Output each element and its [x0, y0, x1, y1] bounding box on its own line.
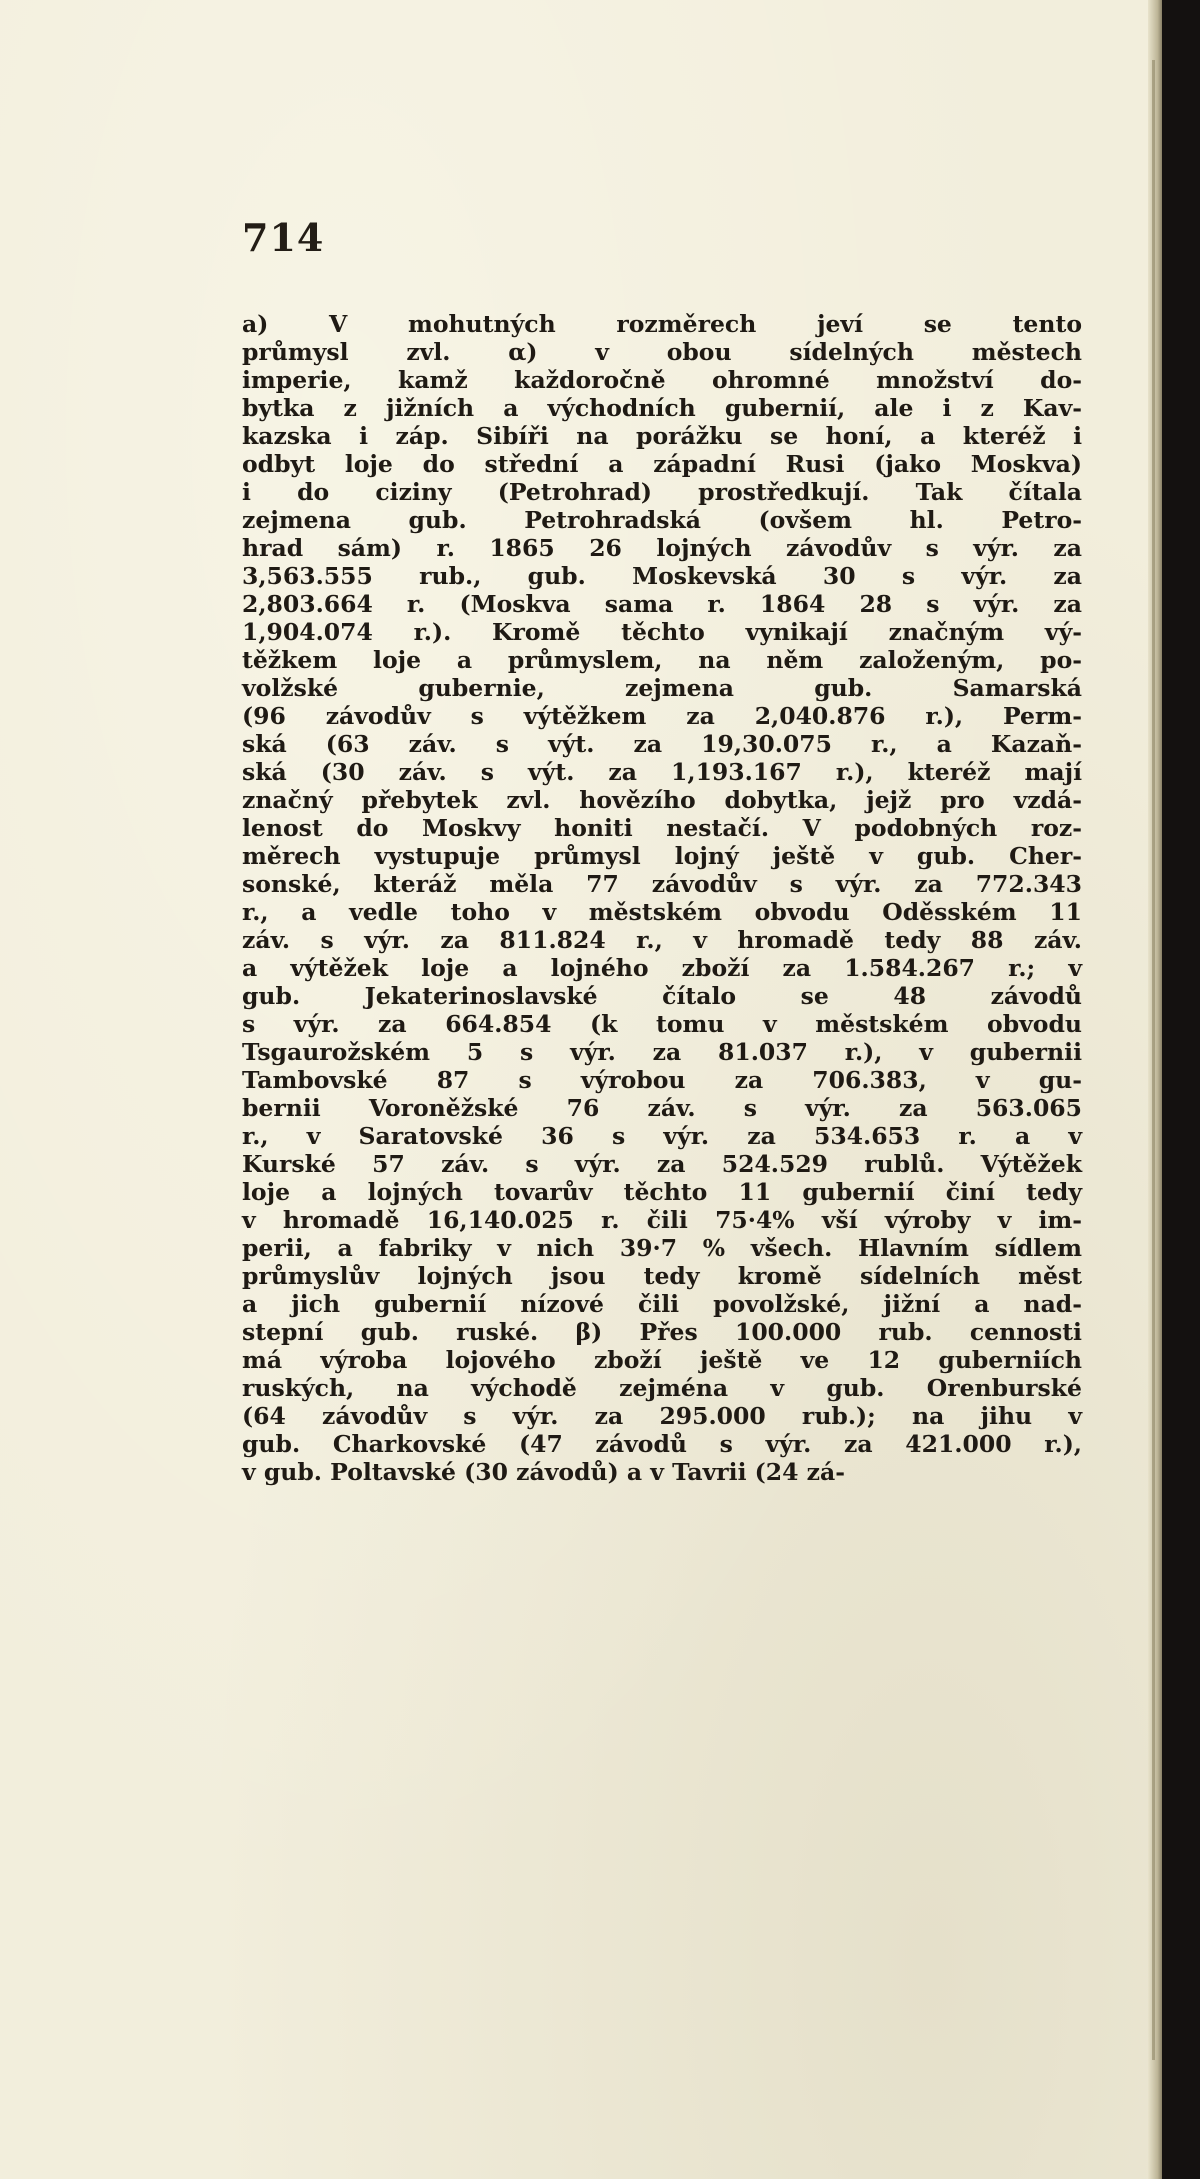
- text-line: bernii Voroněžské 76 záv. s výr. za 563.065: [242, 1094, 1082, 1122]
- text-line: 3,563.555 rub., gub. Moskevská 30 s výr. za: [242, 562, 1082, 590]
- text-line: i do ciziny (Petrohrad) prostředkují. Tak čítala: [242, 478, 1082, 506]
- text-line: v hromadě 16,140.025 r. čili 75·4% vší výroby v im-: [242, 1206, 1082, 1234]
- text-line: r., v Saratovské 36 s výr. za 534.653 r. a v: [242, 1122, 1082, 1150]
- text-line: značný přebytek zvl. hovězího dobytka, jejž pro vzdá-: [242, 786, 1082, 814]
- text-line: Kurské 57 záv. s výr. za 524.529 rublů. Výtěžek: [242, 1150, 1082, 1178]
- text-line: 2,803.664 r. (Moskva sama r. 1864 28 s výr. za: [242, 590, 1082, 618]
- text-line: Tsgaurožském 5 s výr. za 81.037 r.), v gubernii: [242, 1038, 1082, 1066]
- text-line: hrad sám) r. 1865 26 lojných závodův s výr. za: [242, 534, 1082, 562]
- text-line: gub. Jekaterinoslavské čítalo se 48 závodů: [242, 982, 1082, 1010]
- text-line: odbyt loje do střední a západní Rusi (jako Moskva): [242, 450, 1082, 478]
- text-line: a výtěžek loje a lojného zboží za 1.584.267 r.; v: [242, 954, 1082, 982]
- text-line: těžkem loje a průmyslem, na něm založeným, po-: [242, 646, 1082, 674]
- text-line: lenost do Moskvy honiti nestačí. V podobných roz-: [242, 814, 1082, 842]
- text-line: ruských, na východě zejména v gub. Orenburské: [242, 1374, 1082, 1402]
- text-line: bytka z jižních a východních gubernií, ale i z Kav-: [242, 394, 1082, 422]
- text-line: (64 závodův s výr. za 295.000 rub.); na jihu v: [242, 1402, 1082, 1430]
- page-edge-shadow: [1148, 0, 1162, 2179]
- text-line: a) V mohutných rozměrech jeví se tento: [242, 310, 1082, 338]
- text-line: stepní gub. ruské. β) Přes 100.000 rub. cennosti: [242, 1318, 1082, 1346]
- text-line: loje a lojných tovarův těchto 11 gubernií činí tedy: [242, 1178, 1082, 1206]
- text-line: r., a vedle toho v městském obvodu Oděsském 11: [242, 898, 1082, 926]
- text-line: 1,904.074 r.). Kromě těchto vynikají značným vý-: [242, 618, 1082, 646]
- text-line: průmysl zvl. α) v obou sídelných městech: [242, 338, 1082, 366]
- text-line: průmyslův lojných jsou tedy kromě sídelních měst: [242, 1262, 1082, 1290]
- text-line: záv. s výr. za 811.824 r., v hromadě tedy 88 záv.: [242, 926, 1082, 954]
- text-line: volžské gubernie, zejmena gub. Samarská: [242, 674, 1082, 702]
- text-line: kazska i záp. Sibíři na porážku se honí, a kteréž i: [242, 422, 1082, 450]
- body-text: [242, 310, 1082, 1486]
- text-line: měrech vystupuje průmysl lojný ještě v gub. Cher-: [242, 842, 1082, 870]
- text-line: ská (63 záv. s výt. za 19,30.075 r., a Kazaň-: [242, 730, 1082, 758]
- text-line: gub. Charkovské (47 závodů s výr. za 421.000 r.),: [242, 1430, 1082, 1458]
- text-line: Tambovské 87 s výrobou za 706.383, v gu-: [242, 1066, 1082, 1094]
- text-line: s výr. za 664.854 (k tomu v městském obvodu: [242, 1010, 1082, 1038]
- text-line: (96 závodův s výtěžkem za 2,040.876 r.), Perm-: [242, 702, 1082, 730]
- text-line: a jich gubernií nízové čili povolžské, jižní a nad-: [242, 1290, 1082, 1318]
- text-line: v gub. Poltavské (30 závodů) a v Tavrii (24 zá-: [242, 1458, 846, 1486]
- text-line: má výroba lojového zboží ještě ve 12 guberniích: [242, 1346, 1082, 1374]
- text-line: perii, a fabriky v nich 39·7 % všech. Hlavním sídlem: [242, 1234, 1082, 1262]
- page-number: 714: [242, 215, 325, 260]
- text-line: imperie, kamž každoročně ohromné množství do-: [242, 366, 1082, 394]
- page-fold-line: [1152, 60, 1155, 2060]
- text-line: ská (30 záv. s výt. za 1,193.167 r.), kteréž mají: [242, 758, 1082, 786]
- text-line: sonské, kteráž měla 77 závodův s výr. za 772.343: [242, 870, 1082, 898]
- text-line: zejmena gub. Petrohradská (ovšem hl. Petro-: [242, 506, 1082, 534]
